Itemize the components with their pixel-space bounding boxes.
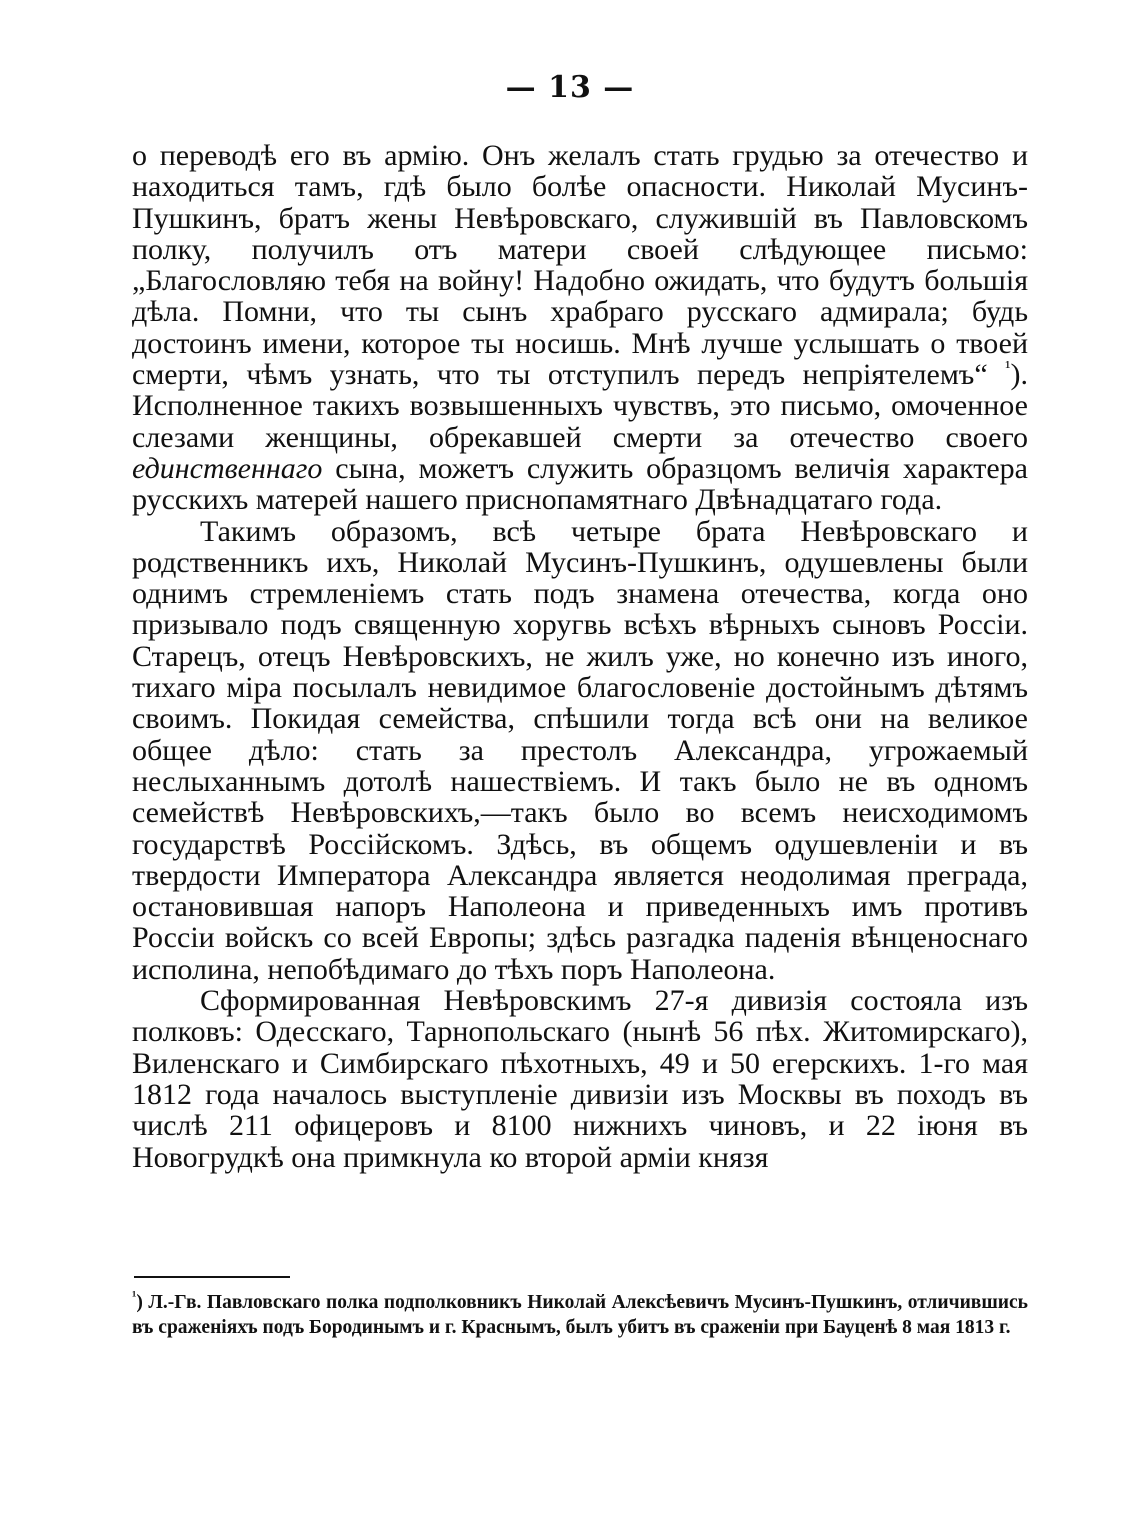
paragraph-1-text-c: сына, можетъ служить образцомъ величія характера русскихъ матерей нашего приснопамятнаго Двѣнадцатаго года. xyxy=(132,451,1028,517)
footnote-divider xyxy=(134,1276,290,1278)
footnote-marker: ¹ xyxy=(132,1288,137,1305)
footnote xyxy=(132,1290,1028,1340)
footnote-text: ) Л.-Гв. Павловскаго полка подполковникъ Николай Алексѣевичъ Мусинъ-Пушкинъ, отличившись въ сраженіяхъ подъ Бородинымъ и г. Краснымъ, былъ убитъ въ сраженіи при Бауценѣ 8 мая 1813 г. xyxy=(132,1292,1028,1338)
paragraph-1-text-b: ). Исполненное такихъ возвышенныхъ чувствъ, это письмо, омоченное слезами женщины, обрекавшей смерти за отечество своего xyxy=(132,358,1029,454)
emphasis-word: единственнаго xyxy=(132,451,323,485)
footnote-reference: ¹ xyxy=(1005,357,1011,378)
page-number: — 13 — xyxy=(505,70,635,105)
paragraph-1 xyxy=(132,140,1028,516)
paragraph-3: Сформированная Невѣровскимъ 27-я дивизія состояла изъ полковъ: Одесскаго, Тарнопольскаго (нынѣ 56 пѣх. Житомирскаго), Виленскаго и Симбирскаго пѣхотныхъ, 49 и 50 егерскихъ. 1-го мая 1812 года началось выступленіе дивизіи изъ Москвы въ походъ въ числѣ 211 офицеровъ и 8100 нижнихъ чиновъ, и 22 іюня въ Новогрудкѣ она примкнула ко второй арміи князя xyxy=(132,984,1028,1174)
body-text xyxy=(132,140,1028,1173)
paragraph-1-text-a: о переводѣ его въ армію. Онъ желалъ стать грудью за отечество и находиться тамъ, гдѣ было болѣе опасности. Николай Мусинъ-Пушкинъ, братъ жены Невѣровскаго, служившій въ Павловскомъ полку, получилъ отъ матери своей слѣдующее письмо: „Благословляю тебя на войну! Надобно ожидать, что будутъ большія дѣла. Помни, что ты сынъ храбраго русскаго адмирала; будь достоинъ имени, которое ты носишь. Мнѣ лучше услышать о твоей смерти, чѣмъ узнать, что ты отступилъ передъ непріятелемъ“ xyxy=(132,139,1028,392)
paragraph-2: Такимъ образомъ, всѣ четыре брата Невѣровскаго и родственникъ ихъ, Николай Мусинъ-Пушкинъ, одушевлены были однимъ стремленіемъ стать подъ знамена отечества, когда оно призывало подъ священную хоругвь всѣхъ вѣрныхъ сыновъ Россіи. Старецъ, отецъ Невѣровскихъ, не жилъ уже, но конечно изъ иного, тихаго міра посылалъ невидимое благословеніе достойнымъ дѣтямъ своимъ. Покидая семейства, спѣшили тогда всѣ они на великое общее дѣло: стать за престолъ Александра, угрожаемый неслыханнымъ дотолѣ нашествіемъ. И такъ было не въ одномъ семействѣ Невѣровскихъ,—такъ было во всемъ неисходимомъ государствѣ Россійскомъ. Здѣсь, въ общемъ одушевленіи и въ твердости Императора Александра является неодолимая преграда, остановившая напоръ Наполеона и приведенныхъ имъ противъ Россіи войскъ со всей Европы; здѣсь разгадка паденія вѣнценоснаго исполина, непобѣдимаго до тѣхъ поръ Наполеона. xyxy=(132,514,1028,986)
